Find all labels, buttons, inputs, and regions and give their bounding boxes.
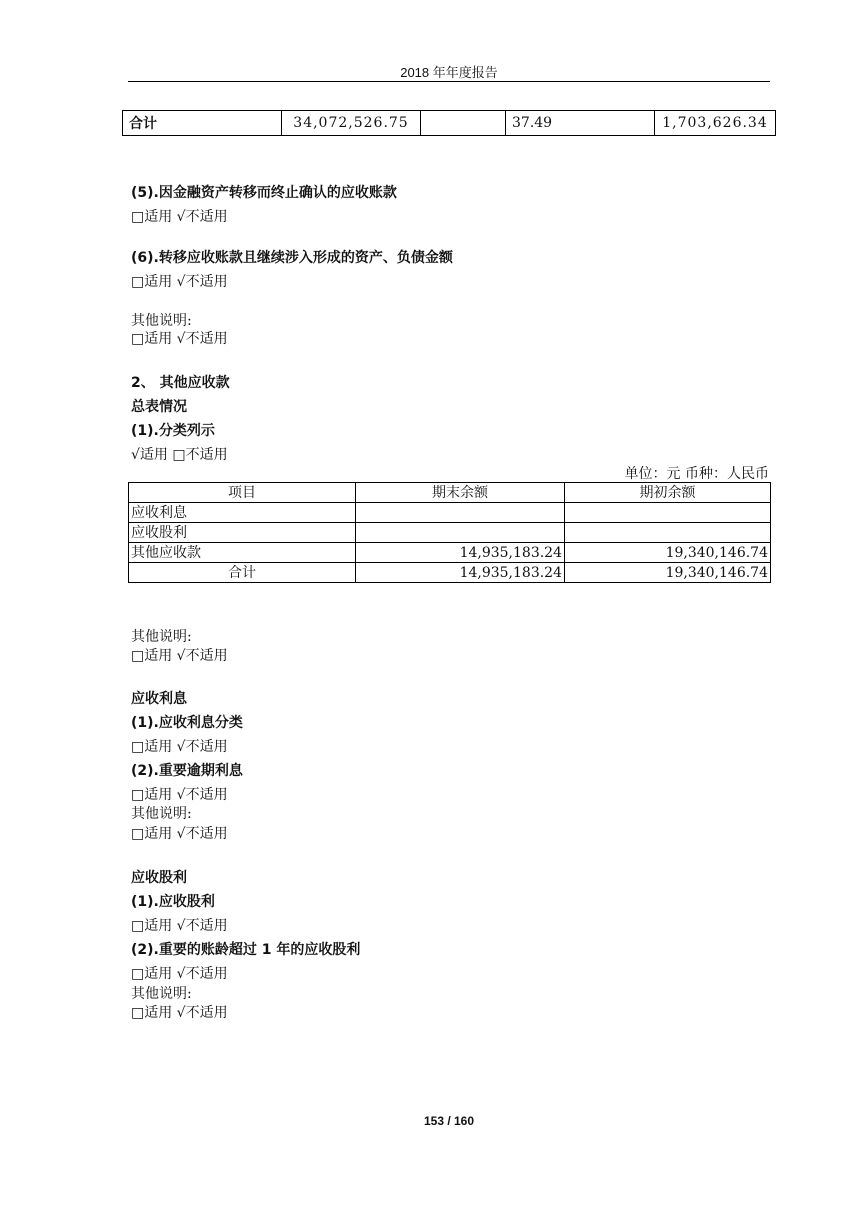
aged-dividend-title: (2).重要的账龄超过 1 年的应收股利 xyxy=(131,942,361,958)
item-cell: 应收利息 xyxy=(129,503,356,523)
section-6-title: (6).转移应收账款且继续涉入形成的资产、负债金额 xyxy=(131,250,453,266)
dividend-receivable-subtitle: (1).应收股利 xyxy=(131,894,215,910)
other-notes-label: 其他说明: xyxy=(131,629,192,645)
aged-dividend-options: □适用 √不适用 xyxy=(131,966,228,982)
item-cell: 应收股利 xyxy=(129,523,356,543)
classification-title: (1).分类列示 xyxy=(131,423,215,439)
table-header-row xyxy=(129,483,771,503)
interest-classification-title: (1).应收利息分类 xyxy=(131,715,243,731)
header-divider xyxy=(128,81,770,82)
dividend-receivable-title: 应收股利 xyxy=(131,870,187,886)
section-2-title: 2、 其他应收款 xyxy=(131,375,230,391)
other-notes-options: □适用 √不适用 xyxy=(131,648,228,664)
ratio-cell: 37.49 xyxy=(506,111,655,136)
interest-classification-options: □适用 √不适用 xyxy=(131,739,228,755)
other-notes-label: 其他说明: xyxy=(131,806,192,822)
other-notes-options: □适用 √不适用 xyxy=(131,1005,228,1021)
closing-balance-cell xyxy=(356,503,565,523)
other-notes-options: □适用 √不适用 xyxy=(131,826,228,842)
opening-balance-cell: 19,340,146.74 xyxy=(565,563,771,583)
table-row xyxy=(129,503,771,523)
empty-cell xyxy=(421,111,506,136)
overdue-interest-title: (2).重要逾期利息 xyxy=(131,763,243,779)
other-notes-label: 其他说明: xyxy=(131,313,192,329)
section-5-options: □适用 √不适用 xyxy=(131,209,228,225)
column-header: 期末余额 xyxy=(356,483,565,503)
receivables-total-table xyxy=(122,110,776,136)
section-5-title: (5).因金融资产转移而终止确认的应收账款 xyxy=(131,185,397,201)
column-header: 期初余额 xyxy=(565,483,771,503)
item-cell: 其他应收款 xyxy=(129,543,356,563)
opening-balance-cell xyxy=(565,523,771,543)
table-row xyxy=(129,523,771,543)
other-receivables-table xyxy=(128,482,771,583)
closing-balance-cell: 14,935,183.24 xyxy=(356,563,565,583)
section-6-options: □适用 √不适用 xyxy=(131,274,228,290)
opening-balance-cell xyxy=(565,503,771,523)
table-row xyxy=(129,563,771,583)
item-cell: 合计 xyxy=(129,563,356,583)
other-notes-options: □适用 √不适用 xyxy=(131,331,228,347)
overdue-interest-options: □适用 √不适用 xyxy=(131,787,228,803)
closing-balance-cell xyxy=(356,523,565,543)
opening-balance-cell: 19,340,146.74 xyxy=(565,543,771,563)
dividend-options: □适用 √不适用 xyxy=(131,918,228,934)
other-notes-label: 其他说明: xyxy=(131,986,192,1002)
column-header: 项目 xyxy=(129,483,356,503)
summary-subtitle: 总表情况 xyxy=(131,399,187,415)
provision-cell: 1,703,626.34 xyxy=(655,111,776,136)
amount-cell: 34,072,526.75 xyxy=(282,111,421,136)
table-row xyxy=(123,111,776,136)
classification-options: √适用 □不适用 xyxy=(131,447,228,463)
interest-receivable-title: 应收利息 xyxy=(131,691,187,707)
unit-currency-note: 单位：元 币种：人民币 xyxy=(624,466,769,482)
table-row xyxy=(129,543,771,563)
page-number: 153 / 160 xyxy=(423,1114,475,1128)
report-header-title: 2018 年年度报告 xyxy=(400,65,498,80)
closing-balance-cell: 14,935,183.24 xyxy=(356,543,565,563)
total-label-cell: 合计 xyxy=(123,111,282,136)
